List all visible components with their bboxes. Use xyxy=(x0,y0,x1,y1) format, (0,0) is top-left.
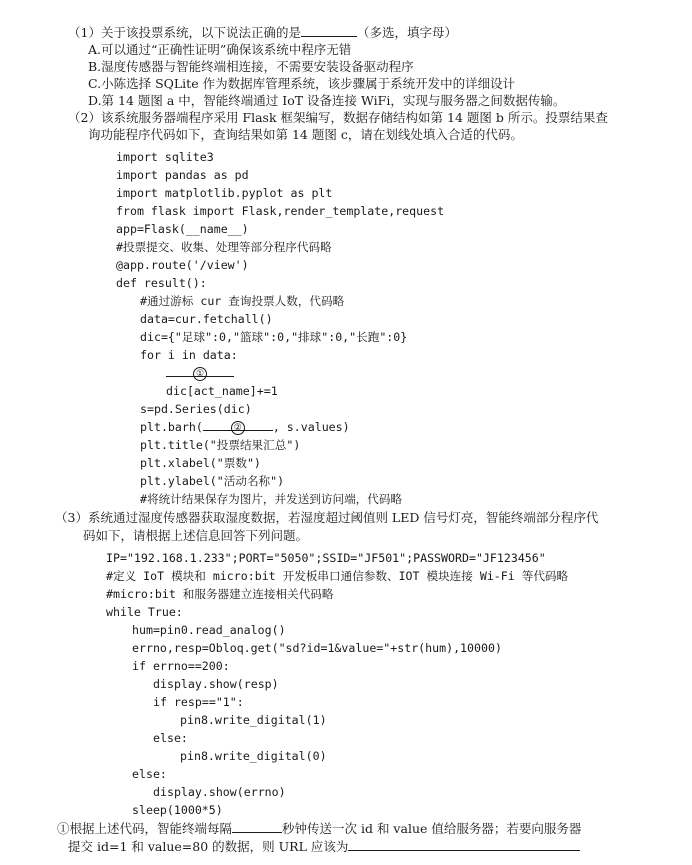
q2-code-line: plt.xlabel("票数") xyxy=(140,456,261,470)
q3-code-line: sleep(1000*5) xyxy=(132,803,223,817)
q3-code-line: else: xyxy=(153,731,188,745)
q2-code-line: @app.route('/view') xyxy=(116,258,249,272)
q2-barh-line: plt.barh( ② , s.values) xyxy=(140,420,350,434)
q2-code-line: app=Flask(__name__) xyxy=(116,222,249,236)
q2-code-line: plt.ylabel("活动名称") xyxy=(140,474,285,488)
q2-code-line: #将统计结果保存为图片，并发送到访问端，代码略 xyxy=(140,492,403,506)
q3-answer-blank-seconds[interactable] xyxy=(232,820,282,833)
blank-marker-2: ② xyxy=(231,421,245,435)
q2-blank-1-line xyxy=(166,364,234,382)
q3-code-line: if errno==200: xyxy=(132,659,230,673)
q2-code-line: #投票提交、收集、处理等部分程序代码略 xyxy=(116,240,332,254)
q1-option-a: A.可以通过“正确性证明”确保该系统中程序无错 xyxy=(88,42,352,57)
q2-code-line: plt.title("投票结果汇总") xyxy=(140,438,301,452)
q3-code-line: IP="192.168.1.233";PORT="5050";SSID="JF501";PASSWORD="JF123456" xyxy=(106,551,546,565)
q2-code-line: dic={"足球":0,"篮球":0,"排球":0,"长跑":0} xyxy=(140,330,408,344)
q2-stem-line2: 询功能程序代码如下，查询结果如第 14 题图 c，请在划线处填入合适的代码。 xyxy=(88,127,523,142)
q3-code-line: errno,resp=Obloq.get("sd?id=1&value="+str(hum),10000) xyxy=(132,641,502,655)
q2-code-line: import matplotlib.pyplot as plt xyxy=(116,186,333,200)
q2-code-line: #通过游标 cur 查询投票人数，代码略 xyxy=(140,294,345,308)
blank-marker-1: ① xyxy=(193,367,207,381)
q1-option-d: D.第 14 题图 a 中，智能终端通过 IoT 设备连接 WiFi，实现与服务器之间数据传输。 xyxy=(88,93,566,108)
q2-code-line: dic[act_name]+=1 xyxy=(166,384,278,398)
q3-code-line: display.show(errno) xyxy=(153,785,286,799)
q2-answer-blank-1[interactable] xyxy=(166,364,234,377)
q3-answer-blank-url[interactable] xyxy=(348,838,580,851)
q3-code-line: #定义 IoT 模块和 micro:bit 开发板串口通信参数、IOT 模块连接 Wi-Fi 等代码略 xyxy=(106,569,569,583)
q3-stem-line1: （3）系统通过湿度传感器获取湿度数据，若湿度超过阈值则 LED 信号灯亮，智能终端部分程序代 xyxy=(55,510,599,525)
q3-code-line: #micro:bit 和服务器建立连接相关代码略 xyxy=(106,587,334,601)
q2-code-line: import sqlite3 xyxy=(116,150,214,164)
q2-answer-blank-2[interactable] xyxy=(203,418,273,431)
q3-code-line: pin8.write_digital(1) xyxy=(180,713,327,727)
q2-code-line: from flask import Flask,render_template,request xyxy=(116,204,445,218)
q1-option-c: C.小陈选择 SQLite 作为数据库管理系统，该步骤属于系统开发中的详细设计 xyxy=(88,76,516,91)
q2-stem-line1: （2）该系统服务器端程序采用 Flask 框架编写，数据存储结构如第 14 题图 b 所示。投票结果查 xyxy=(68,110,608,125)
q3-code-line: pin8.write_digital(0) xyxy=(180,749,327,763)
q3-code-line: hum=pin0.read_analog() xyxy=(132,623,286,637)
q2-code-line: data=cur.fetchall() xyxy=(140,312,273,326)
q3-code-line: display.show(resp) xyxy=(153,677,279,691)
q1-stem: （1）关于该投票系统，以下说法正确的是 （多选，填字母） xyxy=(68,25,457,40)
q2-code-line: def result(): xyxy=(116,276,207,290)
q1-option-b: B.湿度传感器与智能终端相连接，不需要安装设备驱动程序 xyxy=(88,59,414,74)
q3-subquestion-1b: 提交 id=1 和 value=80 的数据，则 URL 应该为 xyxy=(68,838,580,856)
q3-code-line: if resp=="1": xyxy=(153,695,244,709)
q3-code-line: while True: xyxy=(106,605,183,619)
q2-code-line: s=pd.Series(dic) xyxy=(140,402,252,416)
q2-code-line: import pandas as pd xyxy=(116,168,249,182)
q1-answer-blank[interactable] xyxy=(301,24,357,37)
q3-subquestion-1a: ①根据上述代码，智能终端每隔 秒钟传送一次 id 和 value 值给服务器；若要向服务器 xyxy=(57,821,582,836)
q3-code-line: else: xyxy=(132,767,167,781)
q3-stem-line2: 码如下，请根据上述信息回答下列问题。 xyxy=(83,528,309,543)
q2-code-line: for i in data: xyxy=(140,348,238,362)
